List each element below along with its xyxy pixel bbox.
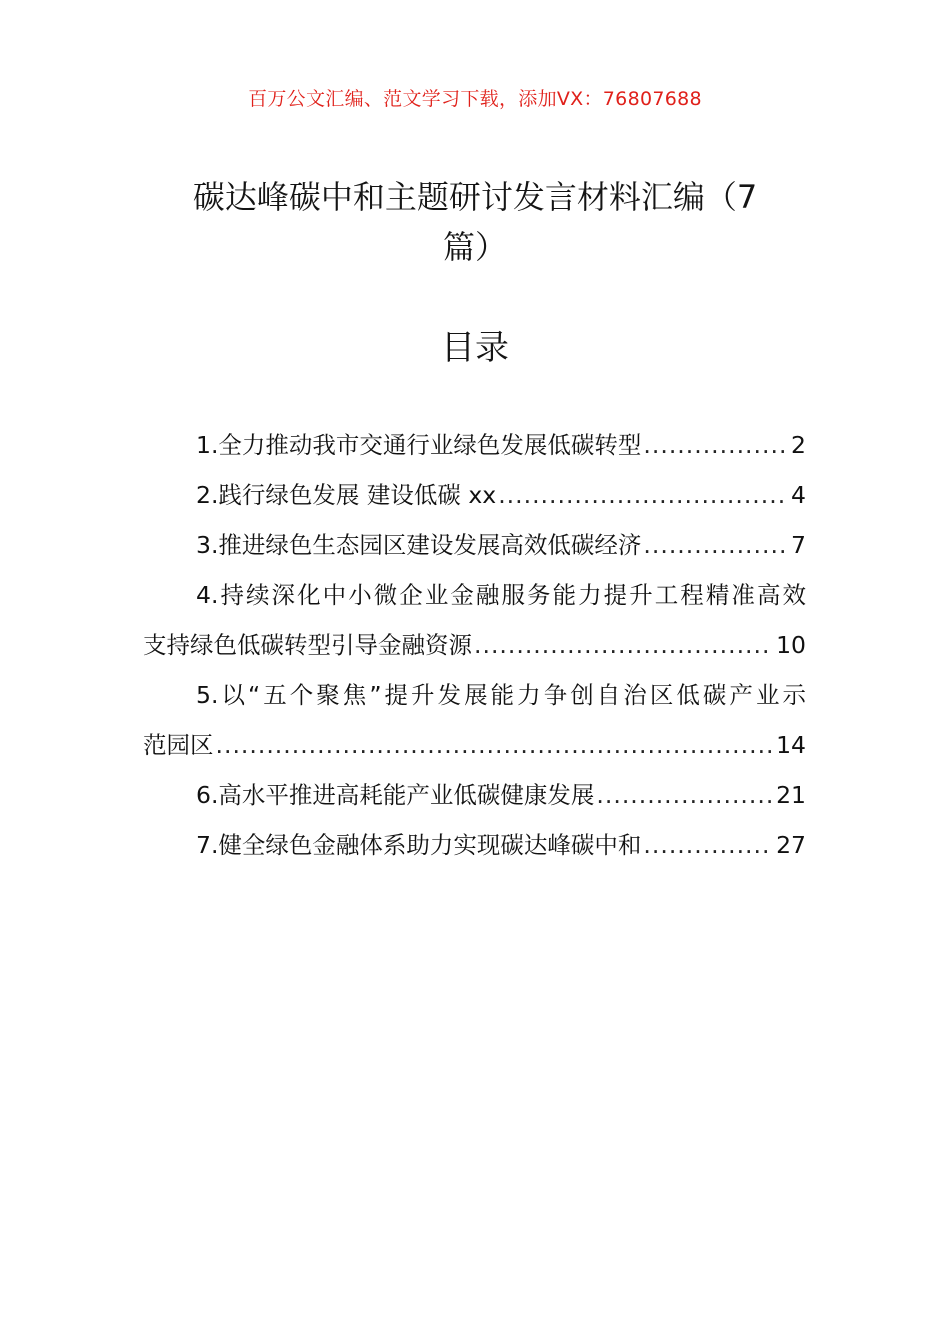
toc-entry-1[interactable] — [143, 420, 806, 470]
toc-entry-title: 7.健全绿色金融体系助力实现碳达峰碳中和 — [196, 831, 642, 859]
toc-page-number: 14 — [776, 731, 806, 759]
toc-page-number: 21 — [776, 781, 806, 809]
toc-leader-dots — [643, 820, 773, 870]
toc-entry-title-line-2: 范园区 — [143, 731, 214, 759]
toc-entry-title: 2.践行绿色发展 建设低碳 xx — [196, 481, 497, 509]
toc-leader-dots — [643, 520, 788, 570]
toc-entry-title: 6.高水平推进高耗能产业低碳健康发展 — [196, 781, 595, 809]
toc-entry-3[interactable] — [143, 520, 806, 570]
toc-leader-dots — [216, 720, 774, 770]
toc-entry-title-line-1: 4.持续深化中小微企业金融服务能力提升工程精准高效 — [196, 581, 806, 609]
table-of-contents — [143, 420, 806, 870]
document-title-line-2: 篇） — [442, 228, 507, 266]
toc-leader-dots — [596, 770, 773, 820]
toc-entry-title: 3.推进绿色生态园区建设发展高效低碳经济 — [196, 531, 642, 559]
toc-entry-title-line-2: 支持绿色低碳转型引导金融资源 — [143, 631, 472, 659]
toc-entry-title-line-1: 5.以“五个聚焦”提升发展能力争创自治区低碳产业示 — [196, 681, 806, 709]
toc-page-number: 27 — [776, 831, 806, 859]
document-title-line-1: 碳达峰碳中和主题研讨发言材料汇编（7 — [192, 178, 758, 216]
toc-entry-6[interactable] — [143, 770, 806, 820]
toc-page-number: 10 — [776, 631, 806, 659]
toc-leader-dots — [643, 420, 788, 470]
toc-page-number: 2 — [791, 431, 806, 459]
toc-leader-dots — [474, 620, 773, 670]
toc-entry-title: 1.全力推动我市交通行业绿色发展低碳转型 — [196, 431, 642, 459]
toc-entry-4[interactable] — [143, 570, 806, 670]
toc-entry-5[interactable] — [143, 670, 806, 770]
toc-page-number: 4 — [791, 481, 806, 509]
toc-entry-7[interactable] — [143, 820, 806, 870]
header-watermark-note: 百万公文汇编、范文学习下载，添加VX：76807688 — [248, 88, 702, 110]
document-title — [150, 172, 800, 272]
toc-entry-2[interactable] — [143, 470, 806, 520]
toc-leader-dots — [498, 470, 788, 520]
toc-heading: 目录 — [441, 328, 509, 368]
toc-page-number: 7 — [791, 531, 806, 559]
